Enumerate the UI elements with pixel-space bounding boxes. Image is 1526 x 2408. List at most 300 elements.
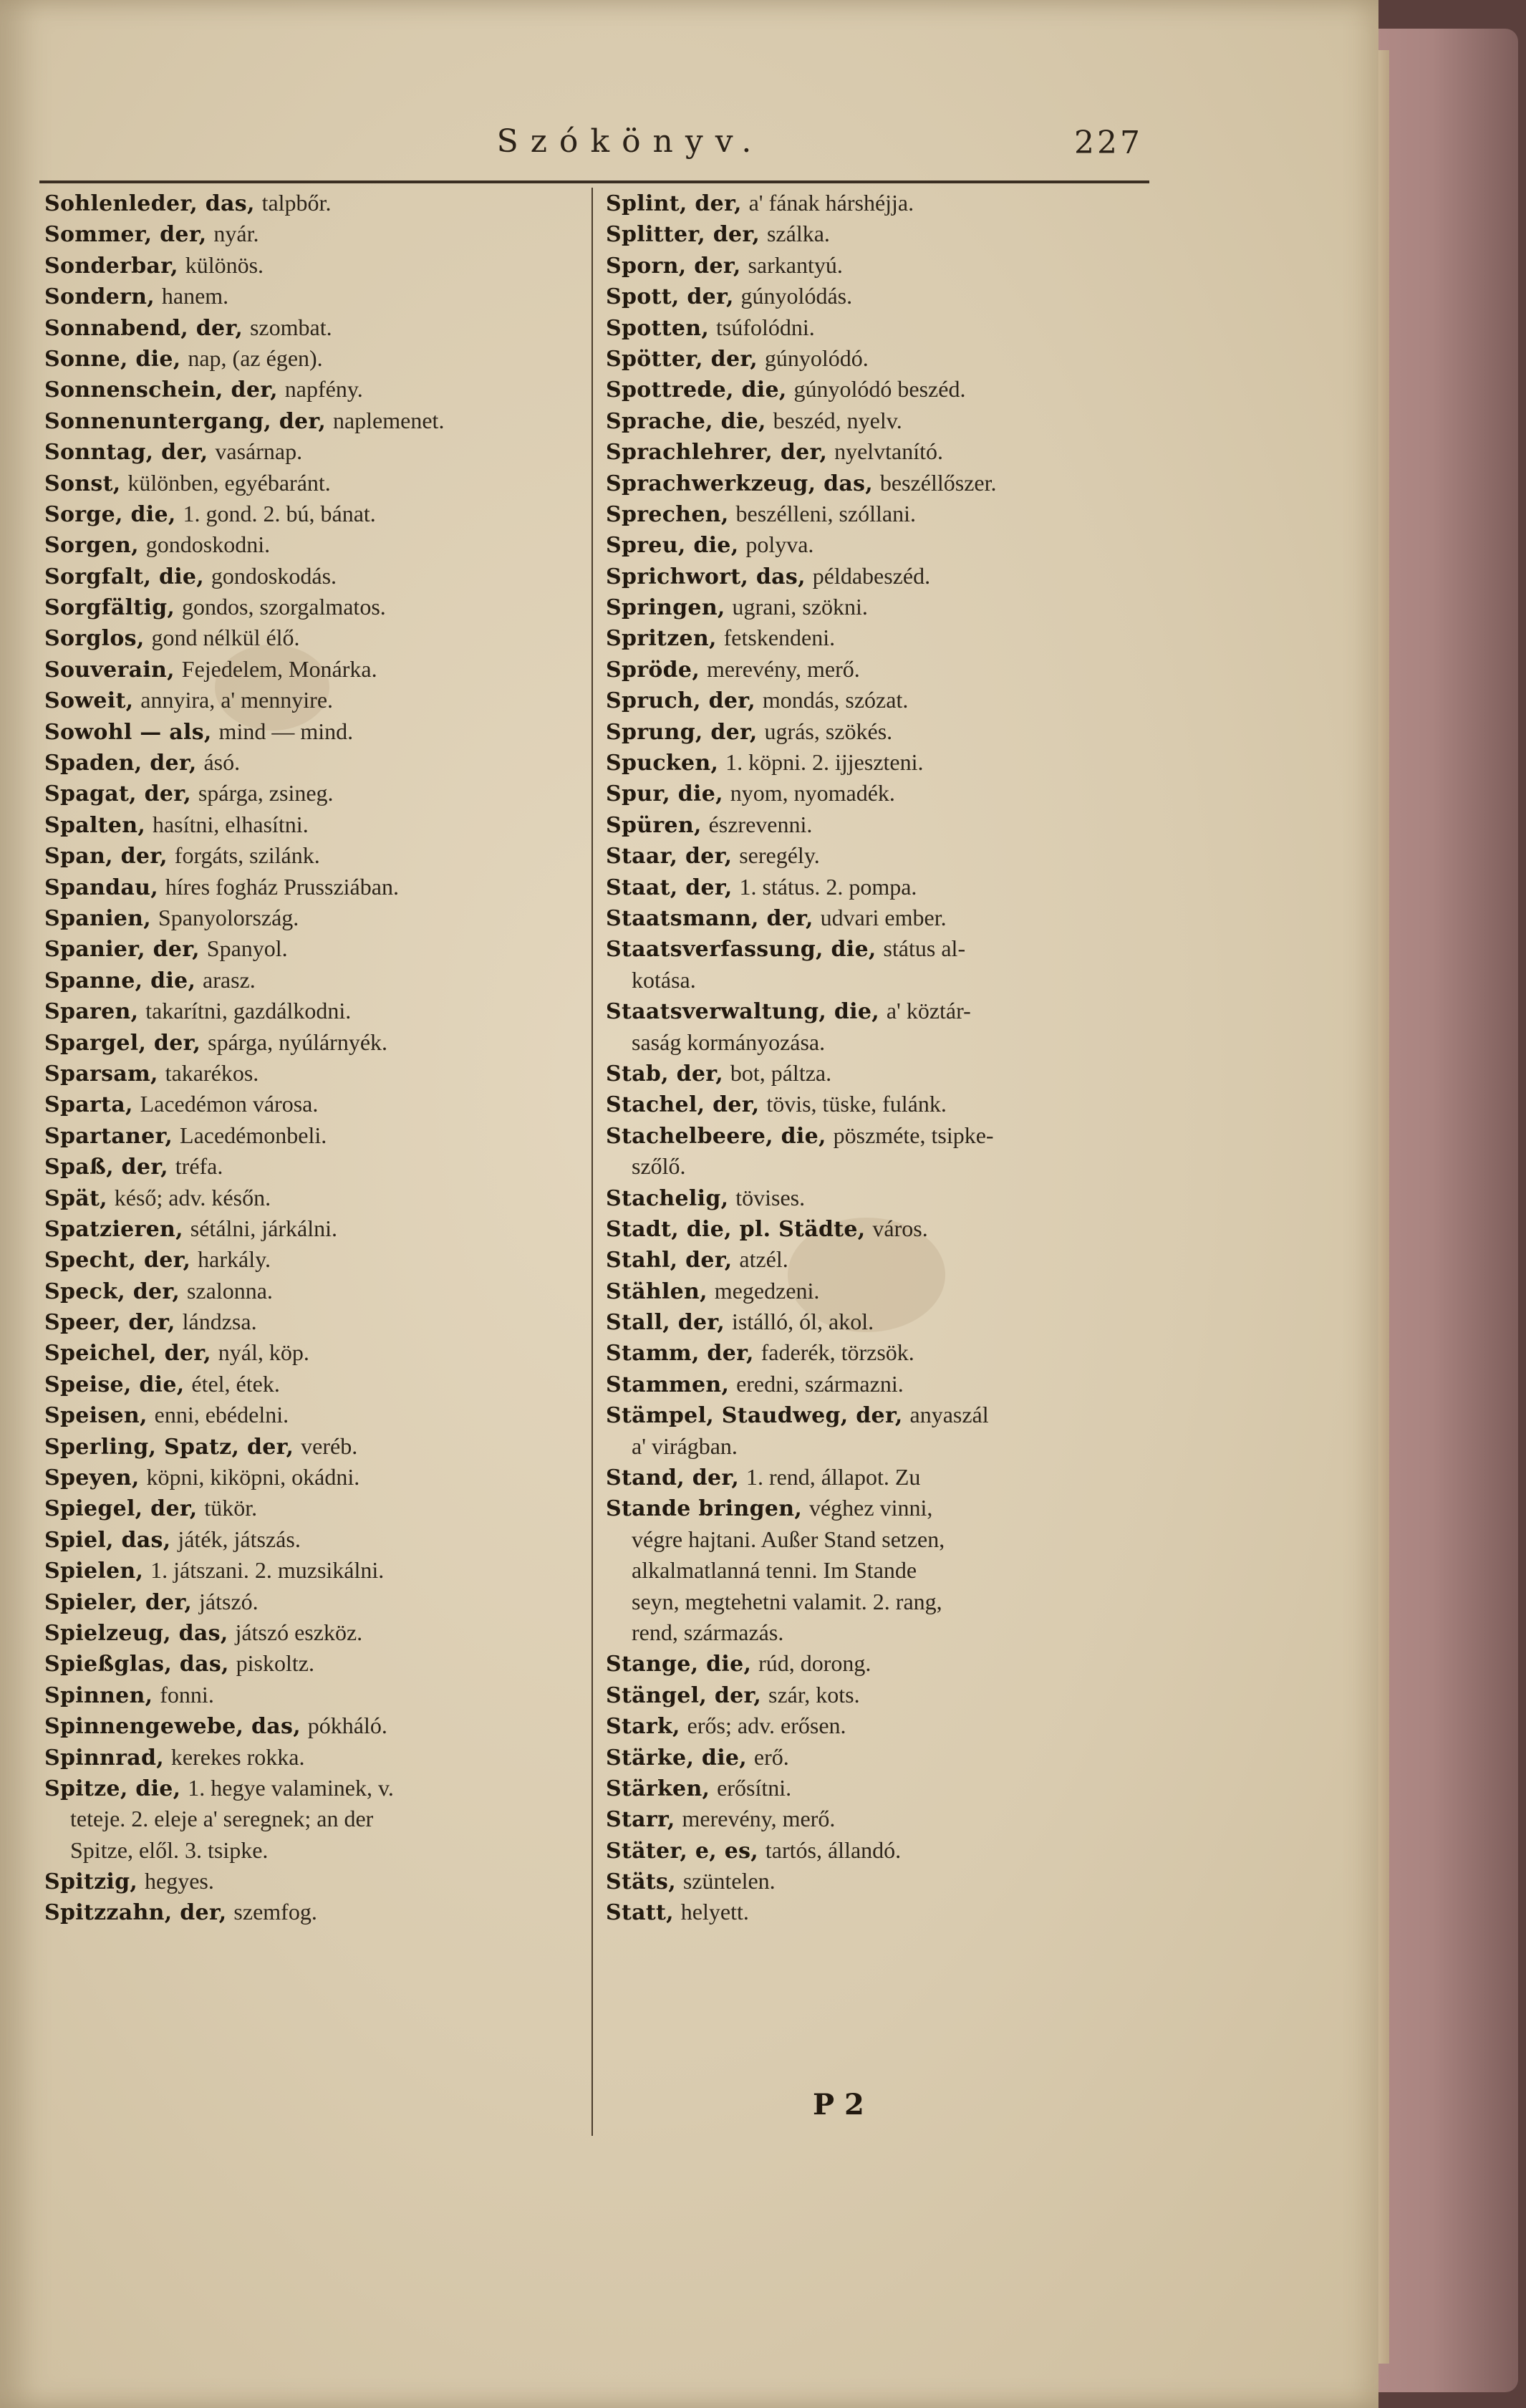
entry-translation: a' virágban. [632, 1432, 738, 1459]
entry-headword: Speise, die, [44, 1372, 185, 1397]
dictionary-entry [44, 1555, 589, 1586]
entry-headword: Sperling, Spatz, der, [44, 1434, 294, 1460]
entry-translation: talpbőr. [261, 190, 332, 216]
entry-headword: Sonderbar, [44, 253, 178, 279]
header-rule [39, 180, 1149, 183]
dictionary-entry [606, 778, 1164, 809]
entry-translation: hanem. [161, 283, 229, 309]
entry-translation: 1. játszani. 2. muzsikálni. [150, 1557, 385, 1584]
entry-translation: atzél. [739, 1246, 788, 1273]
entry-translation: piskoltz. [236, 1650, 314, 1677]
entry-translation: játszó. [199, 1588, 259, 1614]
dictionary-entry [606, 1897, 1164, 1927]
dictionary-entry [44, 1803, 589, 1834]
entry-translation: nyelvtanító. [834, 438, 944, 465]
entry-translation: seregély. [739, 842, 820, 869]
entry-headword: Spiel, das, [44, 1527, 171, 1553]
entry-headword: Stachelbeere, die, [606, 1123, 826, 1149]
dictionary-entry [606, 902, 1164, 933]
dictionary-entry [606, 965, 1164, 996]
entry-headword: Spott, der, [606, 284, 734, 310]
dictionary-entry [606, 1183, 1164, 1213]
entry-headword: Sorgen, [44, 533, 139, 559]
entry-headword: Speisen, [44, 1403, 148, 1429]
entry-translation: szombat. [249, 314, 332, 340]
entry-translation: faderék, törzsök. [760, 1339, 914, 1366]
dictionary-entry [606, 312, 1164, 343]
dictionary-entry [44, 1244, 589, 1275]
entry-headword: Sporn, der, [606, 253, 741, 279]
entry-headword: Spinnrad, [44, 1745, 165, 1771]
entry-headword: Spießglas, das, [44, 1652, 229, 1677]
dictionary-entry [44, 1866, 589, 1897]
entry-translation: város. [872, 1215, 928, 1241]
entry-translation: véghez vinni, [808, 1495, 933, 1521]
dictionary-entry [44, 1648, 589, 1679]
entry-headword: Spaden, der, [44, 751, 197, 776]
entry-translation: seyn, megtehetni valamit. 2. rang, [632, 1588, 942, 1614]
entry-translation: erősítni. [717, 1774, 792, 1801]
entry-headword: Spitzig, [44, 1869, 138, 1895]
entry-translation: enni, ebédelni. [154, 1402, 289, 1428]
entry-translation: Fejedelem, Monárka. [181, 655, 377, 682]
entry-translation: 1. gond. 2. bú, bánat. [183, 500, 376, 526]
entry-headword: Sprachwerkzeug, das, [606, 471, 874, 496]
entry-headword: Statt, [606, 1900, 674, 1926]
dictionary-entry [606, 1244, 1164, 1275]
entry-translation: gúnyolódás. [740, 283, 853, 309]
dictionary-entry [44, 1493, 589, 1523]
dictionary-entry [606, 1555, 1164, 1586]
entry-translation: beszéd, nyelv. [773, 407, 902, 433]
dictionary-entry [606, 374, 1164, 405]
entry-headword: Spielen, [44, 1559, 144, 1584]
dictionary-entry [44, 592, 589, 622]
entry-translation: sétálni, járkálni. [190, 1215, 338, 1241]
dictionary-entry [606, 1648, 1164, 1679]
entry-translation: nyál, köp. [218, 1339, 309, 1366]
dictionary-entry [606, 840, 1164, 871]
entry-headword: Sorglos, [44, 626, 145, 652]
entry-translation: tövis, tüske, fulánk. [766, 1091, 947, 1117]
entry-headword: Spät, [44, 1185, 107, 1211]
dictionary-entry [44, 1835, 589, 1866]
entry-translation: Lacedémon városa. [140, 1091, 319, 1117]
dictionary-entry [44, 1058, 589, 1089]
dictionary-entry [606, 529, 1164, 560]
dictionary-entry [606, 1462, 1164, 1493]
page-header [0, 123, 1378, 173]
entry-headword: Splint, der, [606, 191, 742, 216]
dictionary-entry [44, 529, 589, 560]
dictionary-entry [44, 996, 589, 1026]
entry-translation: harkály. [198, 1246, 271, 1273]
entry-headword: Stäter, e, es, [606, 1838, 759, 1864]
dictionary-entry [44, 405, 589, 436]
entry-headword: Spucken, [606, 751, 719, 776]
dictionary-entry [606, 468, 1164, 499]
entry-headword: Spreu, die, [606, 533, 739, 559]
dictionary-entry [44, 436, 589, 467]
dictionary-entry [606, 1027, 1164, 1058]
entry-headword: Spagat, der, [44, 781, 191, 807]
entry-headword: Sonnenuntergang, der, [44, 408, 327, 434]
entry-translation: különben, egyébaránt. [127, 469, 331, 496]
dictionary-entry [606, 809, 1164, 840]
entry-translation: szár, kots. [768, 1681, 860, 1708]
dictionary-entry [44, 1897, 589, 1927]
dictionary-entry [44, 1337, 589, 1368]
dictionary-entry [44, 716, 589, 747]
dictionary-entry [44, 685, 589, 716]
entry-translation: nap, (az égen). [188, 345, 323, 371]
entry-headword: Sorge, die, [44, 501, 176, 527]
dictionary-entry [606, 499, 1164, 529]
entry-translation: rend, származás. [632, 1619, 784, 1645]
entry-translation: tükör. [204, 1495, 258, 1521]
dictionary-entry [606, 1866, 1164, 1897]
dictionary-entry [606, 1524, 1164, 1555]
entry-translation: polyva. [745, 531, 814, 558]
entry-headword: Sorgfalt, die, [44, 564, 205, 589]
entry-headword: Stählen, [606, 1278, 708, 1304]
entry-translation: lándzsa. [182, 1309, 257, 1335]
entry-headword: Stark, [606, 1714, 680, 1740]
entry-headword: Stämpel, Staudweg, der, [606, 1403, 903, 1429]
entry-headword: Sprung, der, [606, 719, 758, 745]
entry-headword: Sparta, [44, 1092, 133, 1118]
left-column [44, 188, 589, 1928]
entry-translation: ásó. [203, 749, 241, 776]
entry-headword: Spanier, der, [44, 937, 200, 963]
dictionary-entry [606, 250, 1164, 281]
dictionary-entry [606, 343, 1164, 374]
dictionary-entry [606, 1680, 1164, 1710]
entry-translation: annyira, a' mennyire. [140, 687, 334, 713]
dictionary-entry [44, 561, 589, 592]
entry-translation: példabeszéd. [812, 562, 931, 589]
dictionary-entry [606, 436, 1164, 467]
entry-translation: szálka. [766, 221, 830, 247]
dictionary-entry [44, 1773, 589, 1803]
entry-translation: tövises. [735, 1184, 806, 1210]
entry-translation: ugrani, szökni. [732, 594, 868, 620]
entry-headword: Spüren, [606, 812, 702, 838]
dictionary-entry [44, 499, 589, 529]
entry-headword: Stachel, der, [606, 1092, 760, 1118]
entry-headword: Soweit, [44, 688, 134, 714]
dictionary-entry [44, 1183, 589, 1213]
column-divider [591, 188, 593, 2136]
entry-translation: ugrás, szökés. [764, 718, 893, 744]
entry-translation: kotása. [632, 966, 696, 993]
dictionary-entry [44, 1742, 589, 1773]
entry-translation: 1. hegye valaminek, v. [188, 1774, 394, 1801]
entry-translation: mind — mind. [218, 718, 354, 744]
entry-translation: híres fogház Prussziában. [165, 873, 399, 900]
entry-translation: 1. rend, állapot. Zu [745, 1464, 921, 1490]
entry-translation: szüntelen. [682, 1868, 776, 1894]
entry-translation: tréfa. [175, 1153, 223, 1180]
entry-headword: Spinnen, [44, 1682, 153, 1708]
entry-translation: veréb. [301, 1432, 358, 1459]
entry-headword: Sorgfältig, [44, 595, 175, 621]
entry-translation: késő; adv. későn. [114, 1184, 271, 1210]
entry-translation: takarítni, gazdálkodni. [145, 998, 352, 1024]
entry-translation: spárga, nyúlárnyék. [208, 1029, 388, 1055]
entry-translation: gondoskodás. [211, 562, 337, 589]
dictionary-entry [44, 1710, 589, 1741]
dictionary-entry [606, 716, 1164, 747]
entry-translation: gúnyolódó beszéd. [793, 376, 966, 403]
dictionary-entry [606, 1369, 1164, 1400]
dictionary-entry [44, 1213, 589, 1244]
entry-translation: gond nélkül élő. [151, 625, 300, 651]
entry-translation: vasárnap. [215, 438, 303, 465]
dictionary-entry [606, 1431, 1164, 1462]
entry-headword: Spalten, [44, 812, 146, 838]
dictionary-entry [44, 622, 589, 653]
entry-headword: Stamm, der, [606, 1341, 754, 1367]
dictionary-entry [44, 188, 589, 218]
dictionary-entry [606, 1337, 1164, 1368]
entry-translation: helyett. [680, 1899, 749, 1925]
entry-translation: játék, játszás. [178, 1526, 301, 1552]
entry-headword: Spinnengewebe, das, [44, 1714, 301, 1740]
entry-headword: Spiegel, der, [44, 1496, 198, 1522]
entry-translation: különös. [185, 251, 264, 278]
entry-headword: Spanien, [44, 905, 152, 931]
entry-translation: arasz. [203, 966, 256, 993]
dictionary-entry [606, 747, 1164, 778]
dictionary-entry [44, 1586, 589, 1617]
entry-translation: a' köztár- [886, 998, 971, 1024]
printer-signature-mark: P 2 [813, 2088, 864, 2122]
entry-translation: 1. köpni. 2. ijjeszteni. [725, 749, 924, 776]
dictionary-entry [606, 1742, 1164, 1773]
entry-translation: rúd, dorong. [758, 1650, 871, 1677]
entry-headword: Spielzeug, das, [44, 1620, 228, 1646]
dictionary-entry [606, 1835, 1164, 1866]
entry-headword: Stängel, der, [606, 1682, 762, 1708]
entry-headword: Staatsverwaltung, die, [606, 999, 879, 1025]
entry-translation: erő. [753, 1743, 789, 1770]
entry-headword: Staar, der, [606, 844, 733, 870]
entry-headword: Spandau, [44, 875, 158, 900]
entry-headword: Spur, die, [606, 781, 723, 807]
dictionary-entry [44, 1120, 589, 1151]
entry-translation: spárga, zsineg. [198, 780, 334, 806]
dictionary-entry [606, 1617, 1164, 1648]
entry-headword: Stärken, [606, 1776, 710, 1801]
dictionary-entry [44, 1369, 589, 1400]
entry-translation: napfény. [284, 376, 363, 403]
entry-headword: Speck, der, [44, 1278, 180, 1304]
entry-headword: Speer, der, [44, 1310, 175, 1336]
entry-translation: bot, páltza. [730, 1059, 832, 1086]
entry-translation: gondoskodni. [145, 531, 271, 558]
entry-translation: sarkantyú. [748, 251, 843, 278]
entry-translation: észrevenni. [708, 811, 813, 837]
entry-translation: merevény, merő. [682, 1806, 836, 1832]
dictionary-entry [44, 1462, 589, 1493]
entry-translation: Spanyol. [206, 935, 288, 962]
entry-translation: istálló, ól, akol. [731, 1309, 874, 1335]
entry-headword: Spargel, der, [44, 1030, 201, 1056]
entry-translation: nyom, nyomadék. [730, 780, 895, 806]
entry-headword: Staatsverfassung, die, [606, 937, 877, 963]
entry-translation: teteje. 2. eleje a' seregnek; an der [70, 1806, 374, 1832]
entry-headword: Staatsmann, der, [606, 905, 813, 931]
entry-headword: Splitter, der, [606, 222, 760, 248]
dictionary-entry [44, 1524, 589, 1555]
dictionary-entry [44, 654, 589, 685]
entry-translation: merevény, merő. [706, 655, 860, 682]
dictionary-entry [44, 1680, 589, 1710]
entry-headword: Souverain, [44, 657, 175, 683]
dictionary-entry [606, 654, 1164, 685]
entry-translation: pöszméte, tsipke- [833, 1122, 994, 1148]
dictionary-entry [606, 933, 1164, 964]
dictionary-entry [606, 1120, 1164, 1151]
dictionary-entry [44, 902, 589, 933]
entry-headword: Sonnabend, der, [44, 315, 243, 341]
entry-headword: Sohlenleder, das, [44, 191, 255, 216]
entry-translation: fetskendeni. [723, 625, 836, 651]
entry-headword: Spaß, der, [44, 1155, 168, 1180]
entry-headword: Sommer, der, [44, 222, 207, 248]
entry-translation: nyár. [213, 221, 259, 247]
entry-headword: Sonne, die, [44, 346, 181, 372]
dictionary-entry [44, 374, 589, 405]
entry-translation: alkalmatlanná tenni. Im Stande [632, 1557, 917, 1584]
entry-translation: pókháló. [307, 1713, 387, 1739]
dictionary-entry [44, 1151, 589, 1182]
entry-translation: a' fának hárshéjja. [748, 190, 914, 216]
entry-headword: Spotten, [606, 315, 710, 341]
entry-headword: Stärke, die, [606, 1745, 748, 1771]
entry-headword: Spruch, der, [606, 688, 755, 714]
entry-headword: Sonntag, der, [44, 440, 208, 466]
entry-headword: Speichel, der, [44, 1341, 211, 1367]
entry-headword: Stachelig, [606, 1185, 729, 1211]
entry-translation: szőlő. [632, 1153, 686, 1180]
dictionary-entry [606, 1803, 1164, 1834]
right-column [606, 188, 1164, 1928]
dictionary-entry [606, 1276, 1164, 1306]
dictionary-entry [606, 1151, 1164, 1182]
entry-translation: forgáts, szilánk. [174, 842, 320, 869]
entry-headword: Stand, der, [606, 1465, 740, 1491]
dictionary-entry [606, 1306, 1164, 1337]
dictionary-entry [606, 1493, 1164, 1523]
entry-translation: játszó eszköz. [235, 1619, 363, 1645]
entry-headword: Spottrede, die, [606, 377, 787, 403]
dictionary-entry [44, 1089, 589, 1119]
dictionary-entry [606, 1213, 1164, 1244]
page-number: 227 [1074, 125, 1143, 161]
entry-translation: Spitze, elől. 3. tsipke. [70, 1836, 269, 1863]
entry-translation: saság kormányozása. [632, 1029, 826, 1055]
entry-translation: erős; adv. erősen. [687, 1713, 846, 1739]
book-cover-edge [1375, 29, 1518, 2392]
dictionary-entry [44, 1276, 589, 1306]
entry-translation: eredni, származni. [736, 1370, 904, 1397]
entry-translation: szalonna. [186, 1277, 273, 1304]
entry-headword: Sprechen, [606, 501, 729, 527]
entry-headword: Spitzzahn, der, [44, 1900, 227, 1926]
entry-headword: Stall, der, [606, 1310, 725, 1336]
entry-headword: Staat, der, [606, 875, 733, 900]
dictionary-entry [44, 343, 589, 374]
entry-translation: anyaszál [909, 1402, 989, 1428]
running-title: Szókönyv. [496, 123, 764, 160]
entry-headword: Sprichwort, das, [606, 564, 806, 589]
entry-translation: fonni. [160, 1681, 214, 1708]
entry-headword: Specht, der, [44, 1248, 191, 1273]
entry-headword: Sprachlehrer, der, [606, 440, 828, 466]
entry-headword: Spartaner, [44, 1123, 173, 1149]
entry-headword: Spröde, [606, 657, 700, 683]
dictionary-entry [44, 468, 589, 499]
entry-headword: Speyen, [44, 1465, 140, 1491]
dictionary-entry [44, 872, 589, 902]
entry-headword: Stammen, [606, 1372, 730, 1397]
entry-headword: Starr, [606, 1807, 675, 1833]
dictionary-entry [606, 1400, 1164, 1430]
entry-headword: Stäts, [606, 1869, 676, 1895]
dictionary-entry [606, 1089, 1164, 1119]
dictionary-entry [44, 281, 589, 312]
dictionary-entry [606, 405, 1164, 436]
dictionary-entry [44, 747, 589, 778]
entry-translation: tartós, állandó. [765, 1836, 902, 1863]
entry-translation: étel, étek. [191, 1370, 280, 1397]
entry-translation: gondos, szorgalmatos. [182, 594, 386, 620]
entry-headword: Spitze, die, [44, 1776, 181, 1801]
entry-headword: Spatzieren, [44, 1216, 183, 1242]
entry-headword: Stahl, der, [606, 1248, 733, 1273]
dictionary-entry [44, 965, 589, 996]
dictionary-entry [606, 218, 1164, 249]
dictionary-entry [606, 996, 1164, 1026]
entry-translation: beszéllőszer. [879, 469, 997, 496]
entry-headword: Spötter, der, [606, 346, 758, 372]
entry-translation: udvari ember. [820, 904, 947, 930]
entry-headword: Sparsam, [44, 1061, 158, 1087]
entry-translation: mondás, szózat. [762, 687, 909, 713]
dictionary-entry [44, 840, 589, 871]
entry-translation: takarékos. [165, 1059, 259, 1086]
entry-headword: Sonnenschein, der, [44, 377, 278, 403]
dictionary-entry [606, 1058, 1164, 1089]
dictionary-entry [606, 622, 1164, 653]
entry-translation: tsúfolódni. [715, 314, 815, 340]
entry-headword: Sondern, [44, 284, 155, 310]
dictionary-entry [44, 778, 589, 809]
entry-headword: Span, der, [44, 844, 168, 870]
dictionary-entry [44, 933, 589, 964]
entry-headword: Stange, die, [606, 1652, 752, 1677]
entry-translation: Lacedémonbeli. [180, 1122, 327, 1148]
entry-translation: végre hajtani. Außer Stand setzen, [632, 1526, 945, 1552]
dictionary-entry [606, 1586, 1164, 1617]
entry-headword: Sowohl — als, [44, 719, 212, 745]
entry-headword: Spieler, der, [44, 1589, 193, 1615]
entry-headword: Spritzen, [606, 626, 717, 652]
dictionary-entry [44, 1617, 589, 1648]
entry-headword: Spanne, die, [44, 968, 196, 993]
